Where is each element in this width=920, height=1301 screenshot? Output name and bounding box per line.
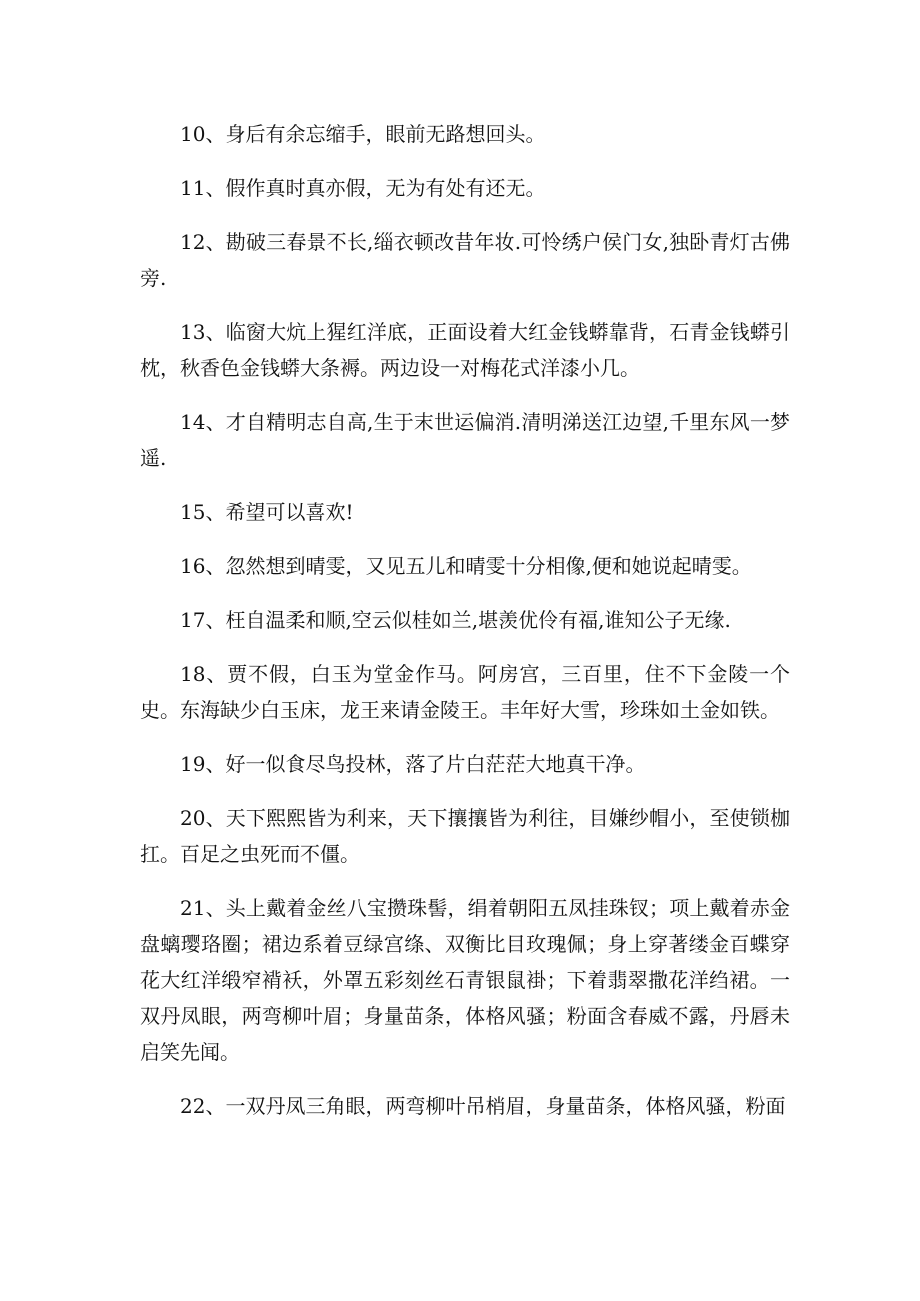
- document-body: [140, 116, 790, 1142]
- paragraph-21: 21、头上戴着金丝八宝攒珠髻，绢着朝阳五凤挂珠钗；项上戴着赤金盘螭璎珞圈；裙边系着豆绿宫绦、双衡比目玫瑰佩；身上穿著缕金百蝶穿花大红洋缎窄褙袄，外罩五彩刻丝石青银鼠褂；下着翡翠撒花洋绉裙。一双丹凤眼，两弯柳叶眉；身量苗条，体格风骚；粉面含春威不露，丹唇未启笑先闻。: [140, 896, 790, 1064]
- paragraph-19: 19、好一似食尽鸟投林，落了片白茫茫大地真干净。: [180, 752, 646, 776]
- paragraph-10: 10、身后有余忘缩手，眼前无路想回头。: [180, 122, 546, 146]
- paragraph-14: 14、才自精明志自高,生于末世运偏消.清明涕送江边望,千里东风一梦遥.: [140, 410, 790, 470]
- paragraph-15: 15、希望可以喜欢!: [180, 500, 354, 524]
- paragraph-18: 18、贾不假，白玉为堂金作马。阿房宫，三百里，住不下金陵一个史。东海缺少白玉床，龙王来请金陵王。丰年好大雪，珍珠如土金如铁。: [140, 662, 790, 722]
- paragraph-20: 20、天下熙熙皆为利来，天下攘攘皆为利往，目嫌纱帽小，至使锁枷扛。百足之虫死而不僵。: [140, 806, 790, 866]
- paragraph-17: 17、枉自温柔和顺,空云似桂如兰,堪羡优伶有福,谁知公子无缘.: [180, 608, 731, 632]
- paragraph-16: 16、忽然想到晴雯，又见五儿和晴雯十分相像,便和她说起晴雯。: [180, 554, 752, 578]
- paragraph-22: 22、一双丹凤三角眼，两弯柳叶吊梢眉，身量苗条，体格风骚，粉面: [180, 1094, 786, 1118]
- paragraph-12: 12、勘破三春景不长,缁衣顿改昔年妆.可怜绣户侯门女,独卧青灯古佛旁.: [140, 230, 790, 290]
- paragraph-13: 13、临窗大炕上猩红洋底，正面设着大红金钱蟒靠背，石青金钱蟒引枕，秋香色金钱蟒大条褥。两边设一对梅花式洋漆小几。: [140, 320, 790, 380]
- paragraph-11: 11、假作真时真亦假，无为有处有还无。: [180, 176, 546, 200]
